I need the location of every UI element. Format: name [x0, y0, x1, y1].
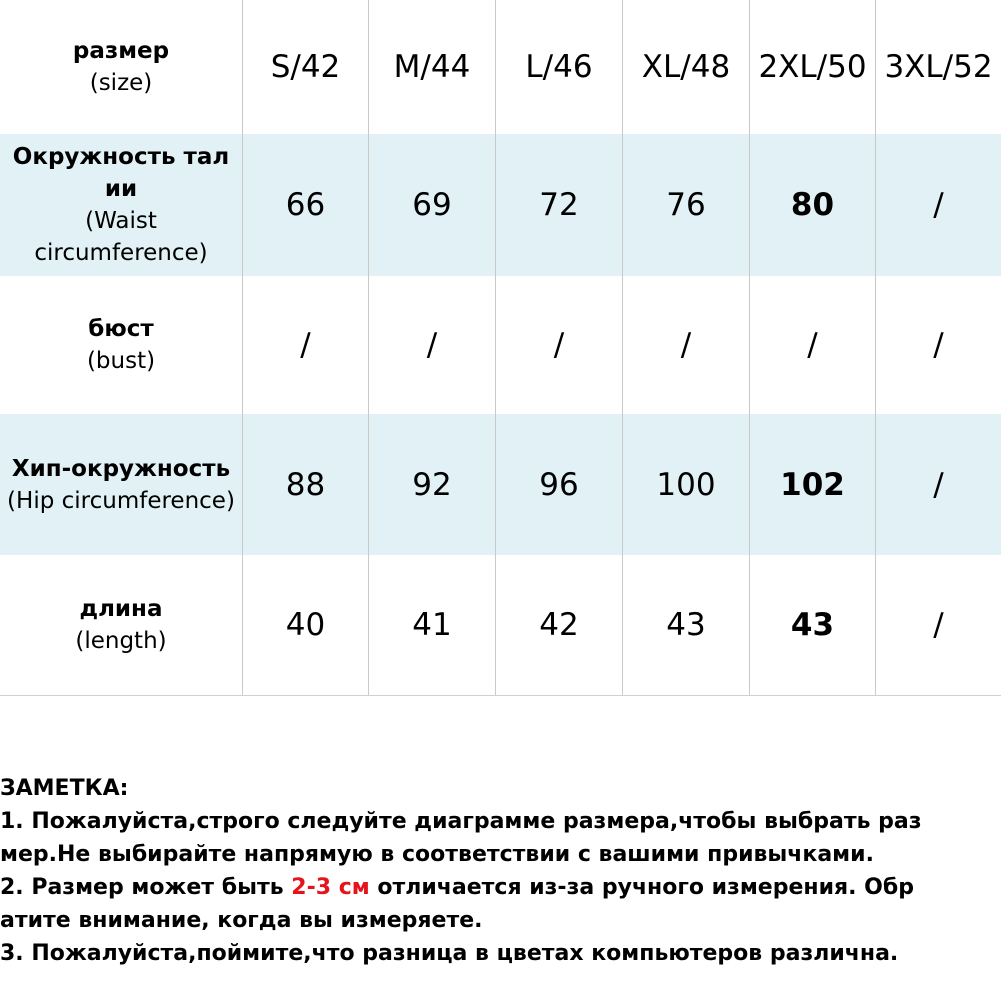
size-column-header: 3XL/52 [875, 0, 1001, 134]
waist-value-cell: 72 [495, 134, 622, 276]
hip-value-cell: 88 [242, 414, 368, 555]
size-column-header: L/46 [495, 0, 622, 134]
length-label-en: (length) [75, 628, 167, 654]
notes-section [0, 772, 1001, 970]
waist-value-cell: 80 [749, 134, 875, 276]
note-2-text-after: отличается из-за ручного измерения. Обр [369, 875, 914, 900]
note-1-line-1: 1. Пожалуйста,строго следуйте диаграмме размера,чтобы выбрать раз [0, 809, 922, 834]
hip-value-cell: 92 [368, 414, 495, 555]
bust-row-label [0, 276, 242, 414]
note-2-highlight: 2-3 см [291, 875, 370, 900]
bust-label-en: (bust) [86, 348, 156, 374]
hip-value-cell: 102 [749, 414, 875, 555]
note-3-line-1: 3. Пожалуйста,поймите,что разница в цветах компьютеров различна. [0, 941, 899, 966]
hip-value-cell: 100 [622, 414, 749, 555]
bust-value-cell: / [368, 276, 495, 414]
bust-value-cell: / [242, 276, 368, 414]
length-value-cell: 40 [242, 555, 368, 695]
waist-row-label [0, 134, 242, 276]
length-value-cell: 41 [368, 555, 495, 695]
table-bottom-divider [0, 695, 1001, 696]
note-1-line-2: мер.Не выбирайте напрямую в соответствии с вашими привычками. [0, 842, 874, 867]
waist-value-cell: 69 [368, 134, 495, 276]
notes-title: ЗАМЕТКА: [0, 776, 129, 801]
size-header-label-en: (size) [89, 70, 153, 96]
length-label-ru: длина [79, 596, 163, 622]
waist-label-en: (Waist circumference) [34, 208, 208, 266]
waist-value-cell: 76 [622, 134, 749, 276]
length-value-cell: 43 [622, 555, 749, 695]
length-row-label [0, 555, 242, 695]
size-header-label-ru: размер [72, 38, 170, 64]
hip-row-label [0, 414, 242, 555]
note-2-line-1 [0, 871, 1001, 904]
waist-label-ru: Окружность тал ии [12, 144, 230, 202]
bust-value-cell: / [622, 276, 749, 414]
length-value-cell: / [875, 555, 1001, 695]
bust-label-ru: бюст [88, 316, 154, 342]
length-value-cell: 43 [749, 555, 875, 695]
note-2-text-before: 2. Размер может быть [0, 875, 292, 900]
hip-label-en: (Hip circumference) [7, 487, 235, 514]
hip-value-cell: 96 [495, 414, 622, 555]
length-value-cell: 42 [495, 555, 622, 695]
hip-label-ru: Хип-окружность [11, 455, 231, 482]
bust-value-cell: / [749, 276, 875, 414]
waist-value-cell: / [875, 134, 1001, 276]
size-column-header: XL/48 [622, 0, 749, 134]
bust-value-cell: / [875, 276, 1001, 414]
hip-value-cell: / [875, 414, 1001, 555]
size-column-header: 2XL/50 [749, 0, 875, 134]
size-header-label [0, 0, 242, 134]
note-2-line-2: атите внимание, когда вы измеряете. [0, 908, 483, 933]
size-column-header: M/44 [368, 0, 495, 134]
bust-value-cell: / [495, 276, 622, 414]
size-column-header: S/42 [242, 0, 368, 134]
waist-value-cell: 66 [242, 134, 368, 276]
